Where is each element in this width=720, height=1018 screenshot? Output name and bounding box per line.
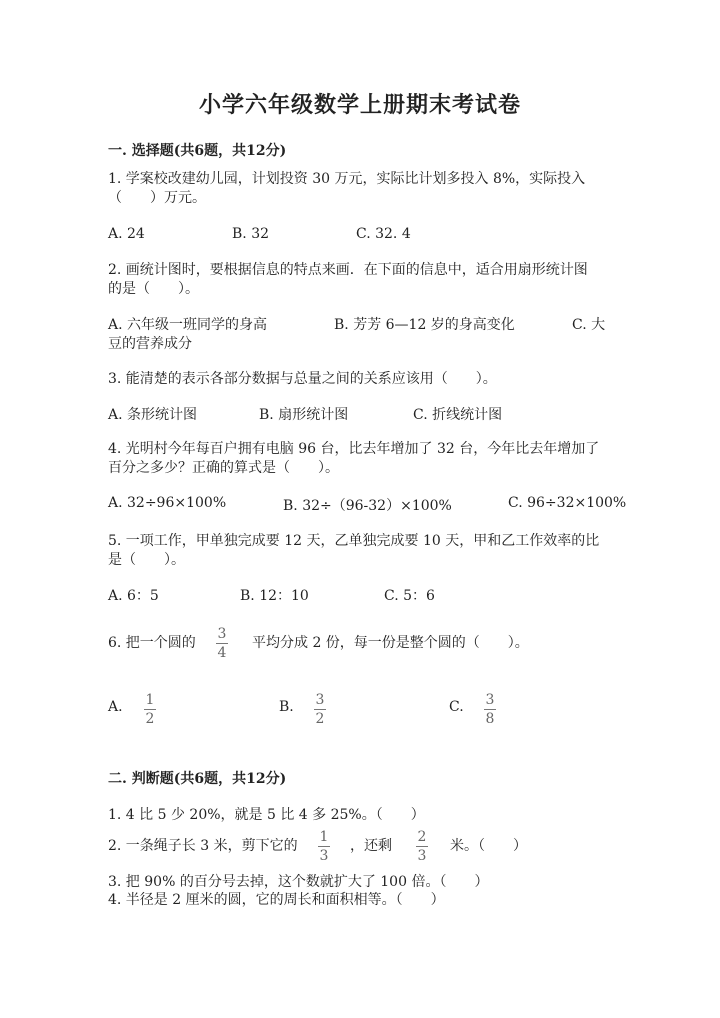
judgment-2-suffix: 米。（ ） <box>450 838 527 854</box>
question-2-option-c-continued: 豆的营养成分 <box>108 336 192 352</box>
question-6-fraction <box>216 626 228 661</box>
question-2-line-2: 的是（ ）。 <box>108 281 199 297</box>
question-5-option-b: B. 12：10 <box>240 588 309 604</box>
question-2-line-1: 2. 画统计图时，要根据信息的特点来画．在下面的信息中，适合用扇形统计图 <box>108 262 588 278</box>
question-6-option-c-fraction <box>484 692 496 727</box>
fraction-denominator: 4 <box>217 645 227 661</box>
fraction-denominator: 3 <box>319 848 329 864</box>
question-6-option-a-label: A. <box>108 699 123 715</box>
question-3-line-1: 3. 能清楚的表示各部分数据与总量之间的关系应该用（ ）。 <box>108 371 497 387</box>
question-2-option-c: C. 大 <box>572 317 606 333</box>
fraction-denominator: 2 <box>315 711 325 727</box>
question-4-option-c: C. 96÷32×100% <box>508 495 627 511</box>
section-heading-choice: 一. 选择题(共6题，共12分) <box>108 143 287 159</box>
question-6-option-b-fraction <box>314 692 326 727</box>
fraction-bar <box>216 643 228 644</box>
question-1-line-2: （ ）万元。 <box>108 190 206 206</box>
fraction-bar <box>484 709 496 710</box>
question-1-option-b: B. 32 <box>232 226 270 242</box>
question-5-option-c: C. 5：6 <box>384 588 435 604</box>
question-6-option-b-label: B. <box>279 699 294 715</box>
question-1-line-1: 1. 学案校改建幼儿园，计划投资 30 万元，实际比计划多投入 8%，实际投入 <box>108 171 586 187</box>
judgment-1: 1. 4 比 5 少 20%，就是 5 比 4 多 25%。（ ） <box>108 807 425 823</box>
question-4-line-2: 百分之多少？正确的算式是（ ）。 <box>108 460 339 476</box>
judgment-3: 3. 把 90% 的百分号去掉，这个数就扩大了 100 倍。（ ） <box>108 874 489 890</box>
question-3-option-a: A. 条形统计图 <box>108 407 198 423</box>
fraction-numerator: 2 <box>417 829 427 845</box>
question-4-line-1: 4. 光明村今年每百户拥有电脑 96 台，比去年增加了 32 台，今年比去年增加了 <box>108 441 600 457</box>
fraction-bar <box>318 846 330 847</box>
question-5-line-2: 是（ ）。 <box>108 552 185 568</box>
question-6-option-a-fraction <box>144 692 156 727</box>
question-6-suffix: 平均分成 2 份，每一份是整个圆的（ ）。 <box>252 635 529 651</box>
question-1-option-a: A. 24 <box>108 226 145 242</box>
fraction-bar <box>144 709 156 710</box>
question-2-option-a: A. 六年级一班同学的身高 <box>108 317 268 333</box>
fraction-numerator: 1 <box>145 692 155 708</box>
fraction-numerator: 3 <box>315 692 325 708</box>
fraction-numerator: 3 <box>485 692 495 708</box>
question-1-option-c: C. 32. 4 <box>356 226 411 242</box>
judgment-2-fraction-2 <box>416 829 428 864</box>
fraction-bar <box>416 846 428 847</box>
question-6-option-c-label: C. <box>449 699 464 715</box>
question-5-option-a: A. 6：5 <box>108 588 159 604</box>
question-5-line-1: 5. 一项工作，甲单独完成要 12 天，乙单独完成要 10 天，甲和乙工作效率的比 <box>108 533 600 549</box>
judgment-2-middle: ，还剩 <box>350 838 392 854</box>
judgment-2-prefix: 2. 一条绳子长 3 米，剪下它的 <box>108 838 298 854</box>
fraction-bar <box>314 709 326 710</box>
page-title: 小学六年级数学上册期末考试卷 <box>198 92 521 118</box>
fraction-denominator: 3 <box>417 848 427 864</box>
fraction-denominator: 2 <box>145 711 155 727</box>
fraction-denominator: 8 <box>485 711 495 727</box>
question-3-option-b: B. 扇形统计图 <box>259 407 349 423</box>
fraction-numerator: 1 <box>319 829 329 845</box>
question-4-option-a: A. 32÷96×100% <box>108 495 227 511</box>
question-6-prefix: 6. 把一个圆的 <box>108 635 196 651</box>
fraction-numerator: 3 <box>217 626 227 642</box>
question-4-option-b: B. 32÷（96-32）×100% <box>283 498 452 514</box>
question-2-option-b: B. 芳芳 6—12 岁的身高变化 <box>334 317 515 333</box>
judgment-2-fraction-1 <box>318 829 330 864</box>
question-3-option-c: C. 折线统计图 <box>413 407 503 423</box>
judgment-4: 4. 半径是 2 厘米的圆，它的周长和面积相等。（ ） <box>108 892 445 908</box>
section-heading-judgment: 二. 判断题(共6题，共12分) <box>108 771 287 787</box>
